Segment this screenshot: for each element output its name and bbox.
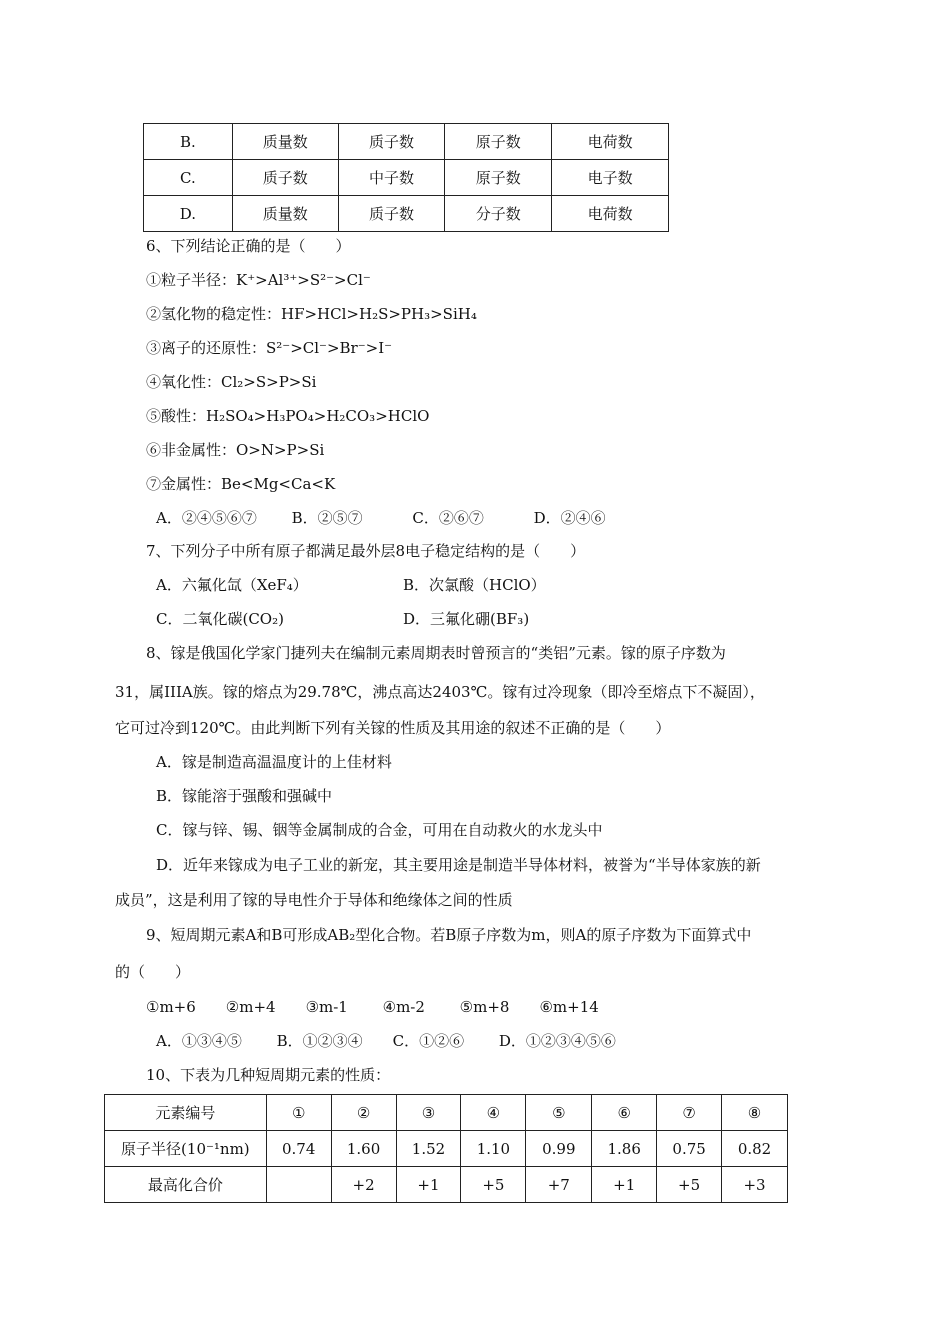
table-cell: D. bbox=[144, 196, 233, 232]
q6-item: ⑦金属性：Be<Mg<Ca<K bbox=[146, 475, 336, 493]
q7-option-d: D．三氟化硼(BF₃) bbox=[403, 610, 530, 628]
q8-option-d-cont: 成员”，这是利用了镓的导电性介于导体和绝缘体之间的性质 bbox=[115, 891, 513, 909]
q8-line: 31，属IIIA族。镓的熔点为29.78℃，沸点高达2403℃。镓有过冷现象（即冷至熔点下不凝固）， bbox=[115, 683, 765, 701]
q6-item: ④氧化性：Cl₂>S>P>Si bbox=[146, 373, 317, 391]
table-cell: 分子数 bbox=[445, 196, 552, 232]
q8-option-b: B．镓能溶于强酸和强碱中 bbox=[156, 787, 333, 805]
q8-option-d: D．近年来镓成为电子工业的新宠，其主要用途是制造半导体材料，被誉为“半导体家族的新 bbox=[156, 856, 761, 874]
table-header-cell: ① bbox=[266, 1095, 331, 1131]
table-row bbox=[144, 160, 669, 196]
table-cell: +5 bbox=[657, 1167, 722, 1203]
table-cell: 0.82 bbox=[722, 1131, 788, 1167]
q9-line: 的（ ） bbox=[115, 963, 191, 981]
table-header-cell: ⑤ bbox=[526, 1095, 592, 1131]
table-header-cell: ② bbox=[331, 1095, 396, 1131]
row-label: 原子半径(10⁻¹nm) bbox=[105, 1131, 267, 1167]
q8-option-c: C．镓与锌、锡、铟等金属制成的合金，可用在自动救火的水龙头中 bbox=[156, 821, 603, 839]
q7-stem: 7、下列分子中所有原子都满足最外层8电子稳定结构的是（ ） bbox=[146, 542, 586, 560]
q9-options: A．①③④⑤ B．①②③④ C．①②⑥ D．①②③④⑤⑥ bbox=[156, 1032, 616, 1050]
table-cell bbox=[266, 1167, 331, 1203]
table-cell: 电荷数 bbox=[552, 124, 669, 160]
table-cell: +5 bbox=[461, 1167, 526, 1203]
q6-item: ③离子的还原性：S²⁻>Cl⁻>Br⁻>I⁻ bbox=[146, 339, 393, 357]
q6-item: ①粒子半径：K⁺>Al³⁺>S²⁻>Cl⁻ bbox=[146, 271, 371, 289]
table-cell: 1.86 bbox=[592, 1131, 657, 1167]
table-cell: +2 bbox=[331, 1167, 396, 1203]
q8-line: 8、镓是俄国化学家门捷列夫在编制元素周期表时曾预言的“类铝”元素。镓的原子序数为 bbox=[146, 644, 726, 662]
table-header-cell: ⑥ bbox=[592, 1095, 657, 1131]
table-cell: C. bbox=[144, 160, 233, 196]
table-cell: 1.52 bbox=[396, 1131, 461, 1167]
table-header-cell: ④ bbox=[461, 1095, 526, 1131]
table-row bbox=[144, 124, 669, 160]
answer-options-table bbox=[143, 123, 669, 232]
q6-stem: 6、下列结论正确的是（ ） bbox=[146, 237, 351, 255]
q9-choices: ①m+6 ②m+4 ③m-1 ④m-2 ⑤m+8 ⑥m+14 bbox=[146, 998, 599, 1016]
q7-option-a: A．六氟化氙（XeF₄） bbox=[156, 576, 308, 594]
table-cell: 质量数 bbox=[232, 196, 338, 232]
table-header-row bbox=[105, 1095, 788, 1131]
q7-option-c: C．二氧化碳(CO₂) bbox=[156, 610, 284, 628]
q8-option-a: A．镓是制造高温温度计的上佳材料 bbox=[156, 753, 392, 771]
table-cell: 0.75 bbox=[657, 1131, 722, 1167]
table-cell: 质子数 bbox=[338, 124, 445, 160]
table-row bbox=[105, 1167, 788, 1203]
q6-options: A．②④⑤⑥⑦ B．②⑤⑦ C．②⑥⑦ D．②④⑥ bbox=[156, 509, 606, 527]
table-cell: 质子数 bbox=[232, 160, 338, 196]
table-header-cell: 元素编号 bbox=[105, 1095, 267, 1131]
table-cell: 1.10 bbox=[461, 1131, 526, 1167]
q7-option-b: B．次氯酸（HClO） bbox=[403, 576, 546, 594]
table-cell: 电子数 bbox=[552, 160, 669, 196]
table-cell: B. bbox=[144, 124, 233, 160]
row-label: 最高化合价 bbox=[105, 1167, 267, 1203]
table-cell: 电荷数 bbox=[552, 196, 669, 232]
q6-item: ⑥非金属性：O>N>P>Si bbox=[146, 441, 325, 459]
table-cell: 0.74 bbox=[266, 1131, 331, 1167]
table-cell: 0.99 bbox=[526, 1131, 592, 1167]
element-properties-table bbox=[104, 1094, 788, 1203]
table-header-cell: ③ bbox=[396, 1095, 461, 1131]
q8-line: 它可过冷到120℃。由此判断下列有关镓的性质及其用途的叙述不正确的是（ ） bbox=[115, 719, 671, 737]
table-header-cell: ⑧ bbox=[722, 1095, 788, 1131]
table-cell: +3 bbox=[722, 1167, 788, 1203]
q6-item: ②氢化物的稳定性：HF>HCl>H₂S>PH₃>SiH₄ bbox=[146, 305, 477, 323]
table-cell: +1 bbox=[396, 1167, 461, 1203]
table-cell: 1.60 bbox=[331, 1131, 396, 1167]
table-row bbox=[144, 196, 669, 232]
table-cell: 原子数 bbox=[445, 124, 552, 160]
q6-item: ⑤酸性：H₂SO₄>H₃PO₄>H₂CO₃>HClO bbox=[146, 407, 430, 425]
table-cell: 中子数 bbox=[338, 160, 445, 196]
table-row bbox=[105, 1131, 788, 1167]
table-cell: 质子数 bbox=[338, 196, 445, 232]
table-header-cell: ⑦ bbox=[657, 1095, 722, 1131]
q10-stem: 10、下表为几种短周期元素的性质： bbox=[146, 1066, 391, 1084]
table-cell: 原子数 bbox=[445, 160, 552, 196]
table-cell: +7 bbox=[526, 1167, 592, 1203]
table-cell: 质量数 bbox=[232, 124, 338, 160]
table-cell: +1 bbox=[592, 1167, 657, 1203]
q9-line: 9、短周期元素A和B可形成AB₂型化合物。若B原子序数为m，则A的原子序数为下面算式中 bbox=[146, 926, 752, 944]
